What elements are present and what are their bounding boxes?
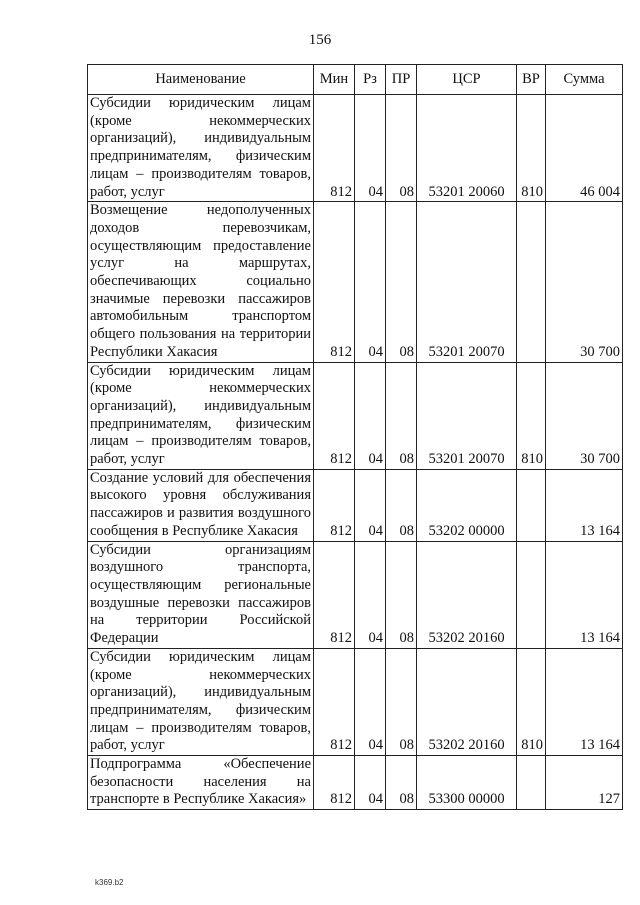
table-row — [88, 648, 623, 755]
row-pr: 08 — [386, 95, 417, 202]
row-sum: 127 — [546, 756, 623, 810]
row-min: 812 — [314, 541, 355, 648]
row-vr: 810 — [517, 648, 546, 755]
table-row — [88, 756, 623, 810]
row-csr: 53300 00000 — [417, 756, 517, 810]
row-min: 812 — [314, 756, 355, 810]
row-name: Возмещение недополученных доходов перевозчикам, осуществляющим предоставление услуг на маршрутах, обеспечивающих социально значимые перевозки пассажиров автомобильным транспортом общего пользования на территории Республики Хакасия — [88, 202, 314, 362]
row-csr: 53201 20060 — [417, 95, 517, 202]
row-name: Субсидии юридическим лицам (кроме некоммерческих организаций), индивидуальным предпринимателям, физическим лицам – производителям товаров, работ, услуг — [88, 362, 314, 469]
row-csr: 53201 20070 — [417, 202, 517, 362]
row-min: 812 — [314, 648, 355, 755]
row-sum: 46 004 — [546, 95, 623, 202]
row-rz: 04 — [355, 469, 386, 541]
row-name: Создание условий для обеспечения высокого уровня обслуживания пассажиров и развития воздушного сообщения в Республике Хакасия — [88, 469, 314, 541]
row-rz: 04 — [355, 202, 386, 362]
row-vr: 810 — [517, 95, 546, 202]
row-csr: 53202 20160 — [417, 648, 517, 755]
table-row — [88, 362, 623, 469]
row-sum: 13 164 — [546, 541, 623, 648]
table-row — [88, 202, 623, 362]
row-pr: 08 — [386, 469, 417, 541]
table-row — [88, 469, 623, 541]
row-min: 812 — [314, 202, 355, 362]
row-csr: 53202 00000 — [417, 469, 517, 541]
row-rz: 04 — [355, 756, 386, 810]
row-name: Субсидии юридическим лицам (кроме некоммерческих организаций), индивидуальным предпринимателям, физическим лицам – производителям товаров, работ, услуг — [88, 95, 314, 202]
header-pr: ПР — [386, 65, 417, 95]
row-vr — [517, 541, 546, 648]
row-pr: 08 — [386, 648, 417, 755]
row-min: 812 — [314, 469, 355, 541]
footer-code: k369.b2 — [95, 878, 124, 887]
row-pr: 08 — [386, 541, 417, 648]
row-name: Субсидии организациям воздушного транспорта, осуществляющим региональные воздушные перевозки пассажиров на территории Российской Федерации — [88, 541, 314, 648]
row-sum: 30 700 — [546, 362, 623, 469]
row-csr: 53201 20070 — [417, 362, 517, 469]
budget-table — [87, 64, 623, 810]
table-row — [88, 541, 623, 648]
row-name: Субсидии юридическим лицам (кроме некоммерческих организаций), индивидуальным предпринимателям, физическим лицам – производителям товаров, работ, услуг — [88, 648, 314, 755]
header-min: Мин — [314, 65, 355, 95]
row-pr: 08 — [386, 756, 417, 810]
row-pr: 08 — [386, 202, 417, 362]
page-number: 156 — [308, 32, 332, 48]
header-name: Наименование — [88, 65, 314, 95]
header-rz: Рз — [355, 65, 386, 95]
row-rz: 04 — [355, 95, 386, 202]
table-row — [88, 95, 623, 202]
row-csr: 53202 20160 — [417, 541, 517, 648]
row-sum: 13 164 — [546, 469, 623, 541]
row-pr: 08 — [386, 362, 417, 469]
row-rz: 04 — [355, 648, 386, 755]
row-rz: 04 — [355, 541, 386, 648]
row-vr — [517, 202, 546, 362]
row-min: 812 — [314, 95, 355, 202]
header-csr: ЦСР — [417, 65, 517, 95]
row-rz: 04 — [355, 362, 386, 469]
row-vr — [517, 469, 546, 541]
row-min: 812 — [314, 362, 355, 469]
header-vr: ВР — [517, 65, 546, 95]
header-sum: Сумма — [546, 65, 623, 95]
row-sum: 13 164 — [546, 648, 623, 755]
table-header-row — [88, 65, 623, 95]
row-vr: 810 — [517, 362, 546, 469]
row-name: Подпрограмма «Обеспечение безопасности населения на транспорте в Республике Хакасия» — [88, 756, 314, 810]
row-sum: 30 700 — [546, 202, 623, 362]
row-vr — [517, 756, 546, 810]
